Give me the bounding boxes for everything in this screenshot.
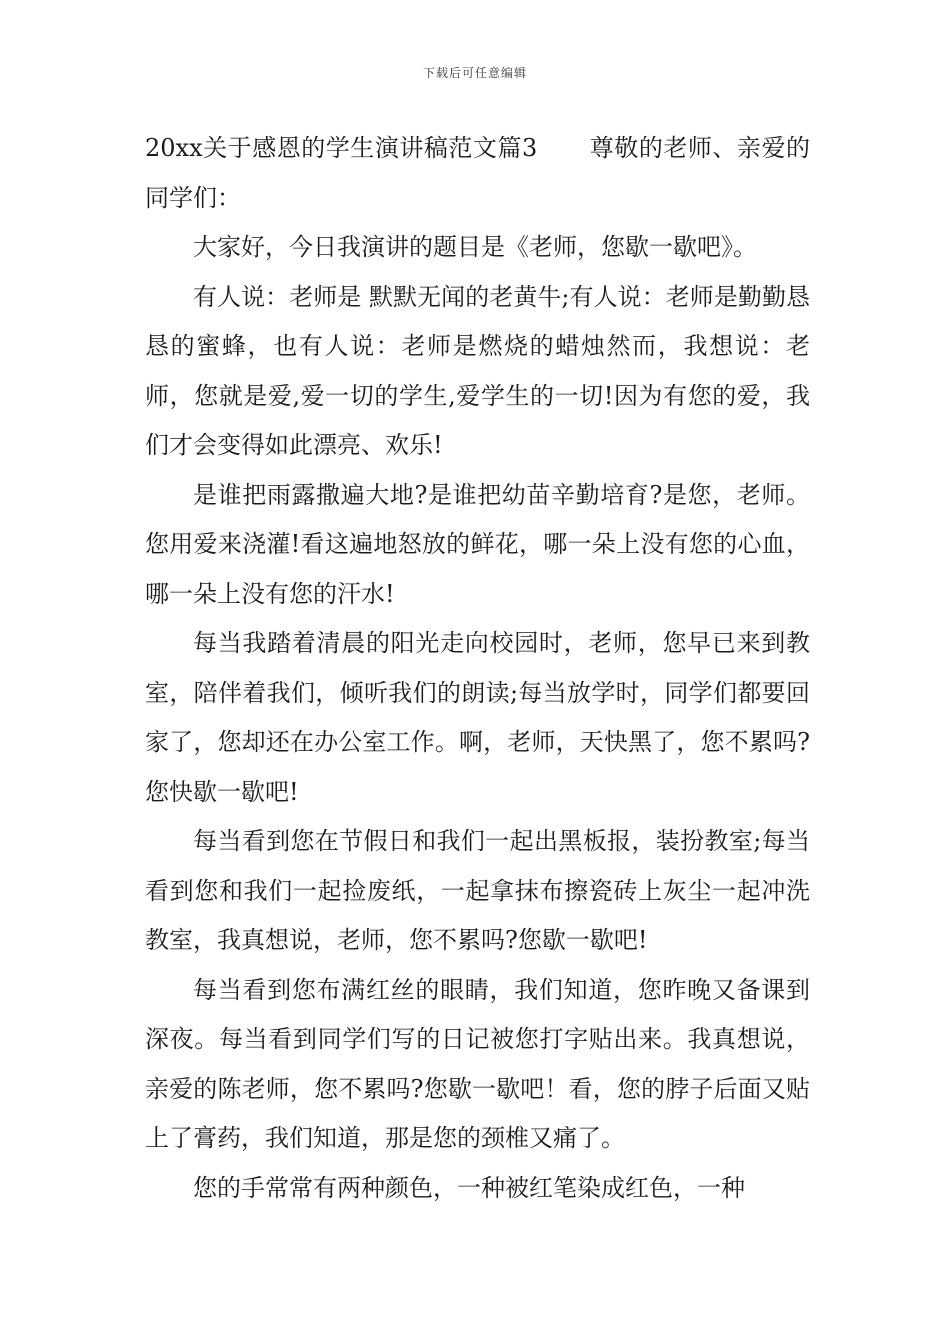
paragraph-6: 每当看到您布满红丝的眼睛，我们知道，您昨晚又备课到深夜。每当看到同学们写的日记被您打字贴出来。我真想说，亲爱的陈老师，您不累吗?您歇一歇吧！看，您的脖子后面又贴上了膏药，我们知道，那是您的颈椎又痛了。: [145, 975, 810, 1152]
document-title: 20xx关于感恩的学生演讲稿范文篇3: [145, 134, 538, 162]
document-body: [145, 124, 810, 1213]
paragraph-1: 大家好，今日我演讲的题目是《老师，您歇一歇吧》。: [193, 233, 757, 261]
page-header: 下载后可任意编辑: [422, 66, 527, 80]
paragraph-2: 有人说：老师是 默默无闻的老黄牛;有人说：老师是勤勤恳恳的蜜蜂，也有人说：老师是燃烧的蜡烛然而，我想说：老师，您就是爱,爱一切的学生,爱学生的一切!因为有您的爱，我们才会变得如此漂亮、欢乐!: [145, 282, 810, 459]
paragraph-5: 每当看到您在节假日和我们一起出黑板报，装扮教室;每当看到您和我们一起捡废纸，一起拿抹布擦瓷砖上灰尘一起冲洗教室，我真想说，老师，您不累吗?您歇一歇吧!: [145, 827, 810, 954]
paragraph-7: 您的手常常有两种颜色，一种被红笔染成红色，一种: [193, 1173, 745, 1202]
paragraph-3: 是谁把雨露撒遍大地?是谁把幼苗辛勤培育?是您，老师。您用爱来浇灌!看这遍地怒放的鲜花，哪一朵上没有您的心血，哪一朵上没有您的汗水!: [145, 480, 810, 608]
paragraph-4: 每当我踏着清晨的阳光走向校园时，老师，您早已来到教室，陪伴着我们，倾听我们的朗读;每当放学时，同学们都要回家了，您却还在办公室工作。啊，老师，天快黑了，您不累吗?您快歇一歇吧!: [145, 629, 810, 806]
title-paragraph: [145, 124, 810, 223]
salutation: 尊敬的老师、亲爱的同学们：: [145, 134, 810, 212]
